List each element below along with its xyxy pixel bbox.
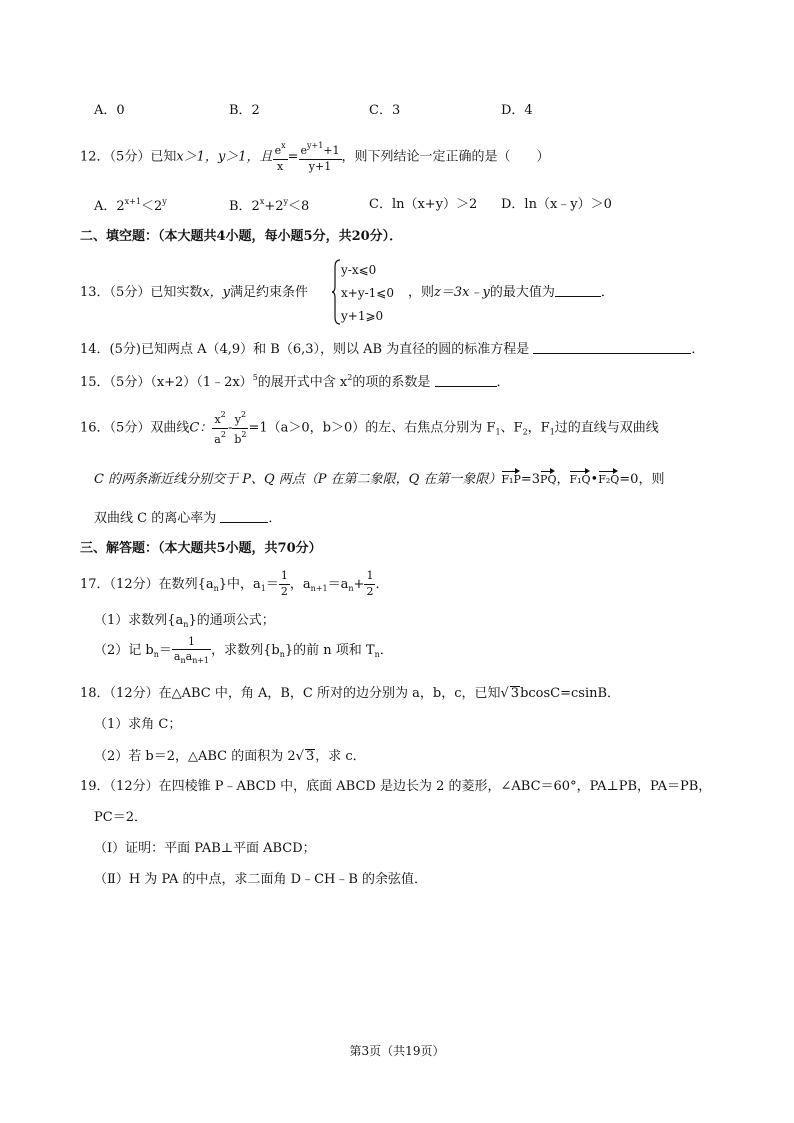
q16-y-sq: 2 xyxy=(240,410,247,419)
q12-opt-b-tail: ＜8 xyxy=(288,199,310,214)
q16-line-2 xyxy=(94,470,664,486)
q18-line1a: 18．（12分）在△ABC 中，角 A，B，C 所对的边分别为 a，b，c，已知 xyxy=(80,686,501,701)
q12-prefix: 12．（5分）已知 xyxy=(80,149,177,165)
q15-prefix: 15．（5分）（x+2）（1﹣2x） xyxy=(80,375,253,390)
q17-p2-mid2: }的前 n 项和 T xyxy=(284,643,375,658)
q16-b-sq: 2 xyxy=(241,429,247,439)
q17-p2-mid: ，求数列{b xyxy=(211,643,280,658)
q17-p2-end: ． xyxy=(379,643,393,658)
q12-rhs-den: y+1 xyxy=(308,159,332,173)
q15-suffix: 的项的系数是 xyxy=(352,375,431,390)
q13-expr: z＝3x﹣y xyxy=(434,285,490,300)
q16-line-3 xyxy=(94,512,281,525)
q12-opt-a-mid: ＜2 xyxy=(140,199,163,214)
q12-rhs-fraction xyxy=(299,141,342,173)
question-12 xyxy=(80,141,550,173)
q11-option-b: B．2 xyxy=(229,103,260,118)
q16-eq3: =3 xyxy=(520,472,541,487)
q16-eq1: =1 xyxy=(248,420,268,436)
q17-p2-sub2: n xyxy=(279,650,285,659)
q18-p2-sqrt3: 3 xyxy=(305,749,315,764)
q17-p1-end: }的通项公式； xyxy=(188,613,275,628)
q15-end: ． xyxy=(496,375,510,390)
q16-vector-f2q: F₂Q xyxy=(598,470,619,485)
q17-comma: ，a xyxy=(289,577,311,592)
q13-end: ． xyxy=(600,285,614,300)
q12-option-b xyxy=(229,198,309,213)
q16-eq0: =0，则 xyxy=(619,472,665,487)
q13-prefix xyxy=(80,286,308,299)
q16-line3-text: 双曲线 C 的离心率为 xyxy=(94,511,217,526)
q12-opt-a-base: A．2 xyxy=(94,199,125,214)
q12-rhs-tail: +1 xyxy=(323,144,340,157)
q17-eq: ＝ xyxy=(265,577,279,592)
question-16 xyxy=(80,410,659,450)
q16-end: ． xyxy=(268,511,282,526)
q17-eq2: ＝a xyxy=(327,577,349,592)
q16-x: x xyxy=(214,413,221,426)
q15-power2: 2 xyxy=(347,373,353,382)
q17-part-2 xyxy=(94,634,393,672)
q17-prefix: 17．（12分）在数列{a xyxy=(80,577,214,592)
question-17 xyxy=(80,568,388,606)
q17-p1-sub: n xyxy=(183,620,189,629)
q16-dot: • xyxy=(590,472,599,487)
q17-p2-eq: ＝ xyxy=(158,643,172,658)
q15-mid: 的展开式中含 x xyxy=(257,375,348,390)
q18-p2b: ，求 c． xyxy=(315,749,366,764)
q16-frac-y xyxy=(232,410,248,446)
q12-rhs-num: e xyxy=(300,144,308,157)
q12-y-cond: y＞1，且 xyxy=(217,149,273,165)
q16-vector-pq: PQ xyxy=(540,470,556,485)
q12-option-a xyxy=(94,198,167,213)
q19-part-1: （Ⅰ）证明：平面 PAB⊥平面 ABCD； xyxy=(94,841,316,856)
q16-f1-sub: 1 xyxy=(495,427,501,437)
q19-line-2: PC＝2． xyxy=(94,810,147,825)
q17-half-2 xyxy=(364,570,375,598)
q11-option-c: C．3 xyxy=(369,103,401,118)
q14-answer-blank[interactable] xyxy=(533,343,691,354)
q17-n-sub: n xyxy=(213,584,219,593)
q17-p1-text: （1）求数列{a xyxy=(94,613,184,628)
q17-half-1 xyxy=(279,570,290,598)
q16-rest2: 过的直线与双曲线 xyxy=(554,420,659,436)
q16-b: b xyxy=(234,432,242,446)
q12-option-d: D．ln（x﹣y）＞0 xyxy=(501,197,612,212)
q12-x-cond: x＞1， xyxy=(176,149,218,165)
q16-cond: （a＞0，b＞0）的左、右焦点分别为 F xyxy=(267,420,496,436)
page-footer: 第3页（共19页） xyxy=(349,1044,445,1058)
q17-p2-num: 1 xyxy=(172,636,211,651)
q17-half2-num: 1 xyxy=(364,570,375,585)
q12-option-c: C．ln（x+y）＞2 xyxy=(369,197,478,212)
q17-mid: }中，a xyxy=(218,577,261,592)
q13-constraint-1: y-x⩽0 xyxy=(341,263,377,277)
q18-part-1: （1）求角 C； xyxy=(94,717,182,732)
q14-end: ． xyxy=(691,342,705,357)
q14-text: 14．(5分)已知两点 A（4,9）和 B（6,3），则以 AB 为直径的圆的标准方程是 xyxy=(80,342,530,357)
q17-p2-den-a2: a xyxy=(185,650,193,664)
q13-constraint-2: x+y-1⩽0 xyxy=(341,286,394,300)
q17-part-1 xyxy=(94,614,275,629)
q12-opt-a-sup1: x+1 xyxy=(124,197,141,206)
q16-a: a xyxy=(214,432,221,446)
section-2-heading: 二、填空题：（本大题共4小题，每小题5分，共20分）． xyxy=(80,229,403,244)
section-3-heading: 三、解答题：（本大题共5小题，共70分） xyxy=(80,541,322,556)
q17-p2-text: （2）记 b xyxy=(94,643,154,658)
q13-mid: 满足约束条件 xyxy=(230,285,309,300)
q12-rhs-sup: y+1 xyxy=(307,141,324,150)
q13-prefix-text: 13．（5分）已知实数 xyxy=(80,285,203,300)
q16-rest: ，F xyxy=(527,420,550,436)
q19-part-2: （Ⅱ）H 为 PA 的中点，求二面角 D﹣CH﹣B 的余弦值． xyxy=(94,872,428,887)
q12-lhs-sup: x xyxy=(281,141,286,150)
q12-equals: = xyxy=(287,149,299,165)
q16-x-sq: 2 xyxy=(220,410,226,419)
q16-c: C： xyxy=(189,420,213,436)
q17-plus: + xyxy=(353,577,365,592)
q12-opt-b-base: B．2 xyxy=(229,199,260,214)
q17-p2-den-sub1: n xyxy=(180,656,186,666)
q16-prefix: 16．（5分）双曲线 xyxy=(80,420,190,436)
q17-n-sub2: n xyxy=(348,584,354,593)
q16-frac-x xyxy=(212,410,228,446)
q13-answer-blank[interactable] xyxy=(555,286,601,297)
q12-suffix: ，则下列结论一定正确的是（ ） xyxy=(341,149,550,165)
question-14 xyxy=(80,343,704,356)
q16-answer-blank[interactable] xyxy=(220,512,268,523)
q17-half2-den: 2 xyxy=(366,585,374,598)
q18-sqrt3: 3 xyxy=(510,686,520,701)
q16-y: y xyxy=(234,413,241,426)
q12-opt-a-sup2: y xyxy=(162,197,167,206)
q17-p2-fraction xyxy=(172,636,211,666)
question-19: 19．（12分）在四棱锥 P﹣ABCD 中，底面 ABCD 是边长为 2 的菱形，∠ABC＝60°，PA⊥PB，PA＝PB， xyxy=(80,779,712,794)
q15-answer-blank[interactable] xyxy=(435,376,497,387)
q12-lhs-den: x xyxy=(276,159,284,173)
q17-p2-den-a: a xyxy=(173,650,181,664)
q16-vector-f1p: F₁P xyxy=(501,470,520,485)
q18-p2a: （2）若 b＝2，△ABC 的面积为 2 xyxy=(94,749,296,764)
q13-vars: x，y xyxy=(202,285,231,300)
q13-suffix1: ，则 xyxy=(408,285,435,300)
q16-f1-sub2: 1 xyxy=(549,427,555,437)
q12-opt-b-sup1: x xyxy=(259,197,265,206)
q17-np1-sub: n+1 xyxy=(310,584,328,593)
q11-option-a: A．0 xyxy=(94,103,125,118)
q16-a-sq: 2 xyxy=(220,429,226,439)
q16-comma: ， xyxy=(556,472,570,487)
q17-half-den: 2 xyxy=(280,585,288,598)
q13-constraint-3: y+1⩾0 xyxy=(341,309,384,323)
q16-vector-f1q: F₁Q xyxy=(569,470,590,485)
q12-opt-b-mid: +2 xyxy=(264,199,284,214)
q16-f2-sub: 2 xyxy=(522,427,528,437)
q11-option-d: D．4 xyxy=(501,103,533,118)
q13-suffix xyxy=(408,286,614,299)
q12-lhs-fraction xyxy=(273,141,288,173)
q15-power: 5 xyxy=(252,373,258,382)
q18-part-2: （2）若 b＝2，△ABC 的面积为 2√ 3，求 c． xyxy=(94,749,366,764)
q17-end: ． xyxy=(375,577,389,592)
q17-one-sub: 1 xyxy=(260,584,266,593)
question-15 xyxy=(80,374,510,389)
q17-p2-sub: n xyxy=(153,650,159,659)
q17-p2-den-sub2: n+1 xyxy=(192,656,210,666)
q12-opt-b-sup2: y xyxy=(283,197,289,206)
q18-line1b: bcosC=csinB． xyxy=(520,686,621,701)
q16-line2-text: C 的两条渐近线分别交于 P、Q 两点（P 在第二象限，Q 在第一象限） xyxy=(94,472,502,487)
q17-half-num: 1 xyxy=(279,570,290,585)
q13-suffix2: 的最大值为 xyxy=(489,285,555,300)
q16-f2: 、F xyxy=(500,420,523,436)
q17-p2-sub3: n xyxy=(374,650,380,659)
q16-minus: - xyxy=(227,420,233,436)
q13-brace-icon xyxy=(331,259,341,325)
question-18: 18．（12分）在△ABC 中，角 A，B，C 所对的边分别为 a，b，c，已知√ 3bcosC=csinB． xyxy=(80,686,621,701)
q12-lhs-num: e xyxy=(274,144,282,157)
